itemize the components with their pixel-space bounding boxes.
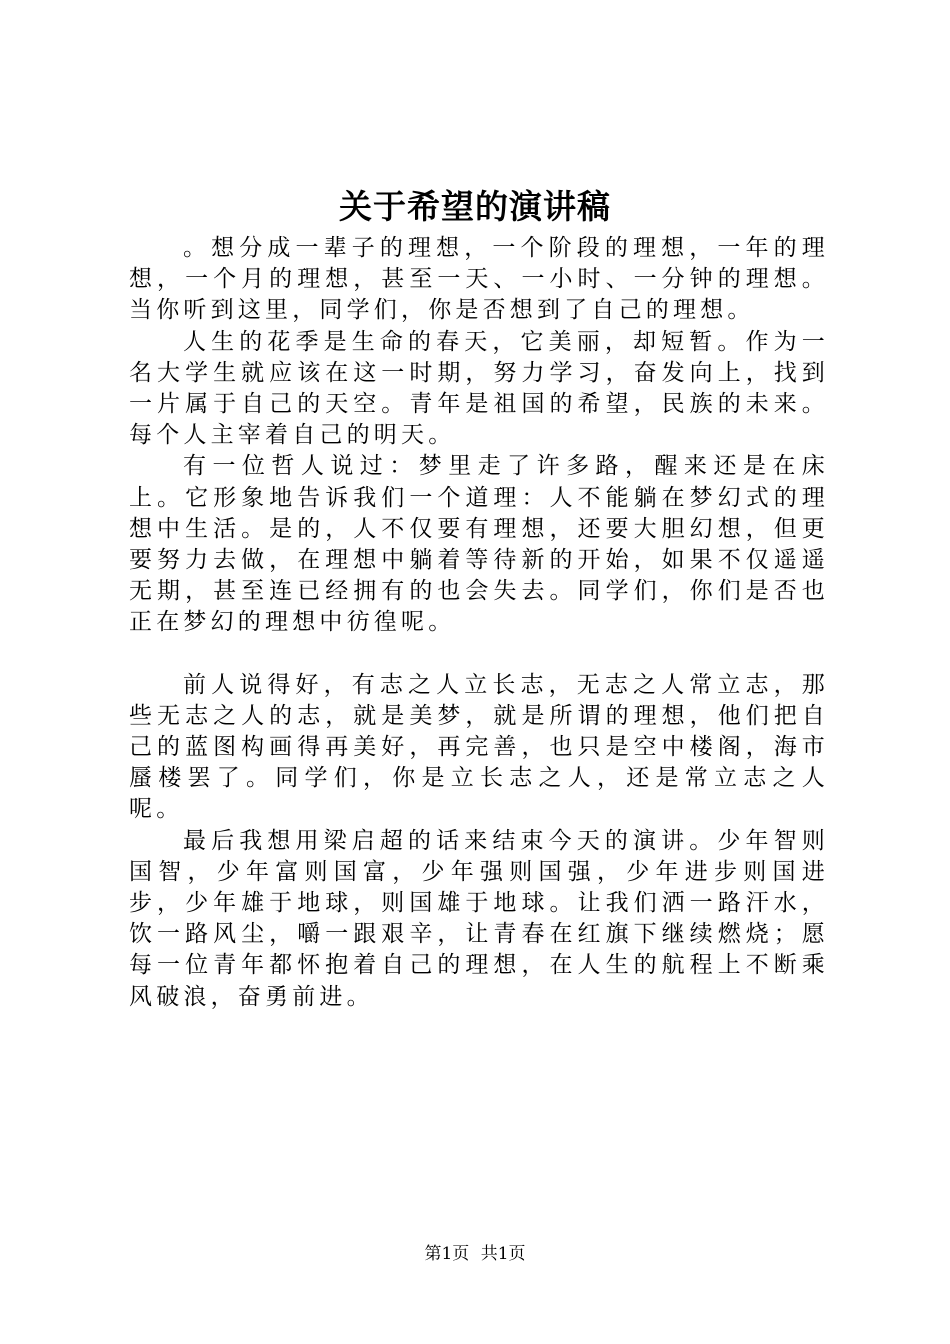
paragraph-5: 最后我想用梁启超的话来结束今天的演讲。少年智则国智，少年富则国富，少年强则国强，少年进步则国进步，少年雄于地球，则国雄于地球。让我们洒一路汗水，饮一路风尘，嚼一跟艰辛，让青春在红旗下继续燃烧；愿每一位青年都怀抱着自己的理想，在人生的航程上不断乘风破浪，奋勇前进。 xyxy=(129,827,829,1010)
paragraph-4: 前人说得好，有志之人立长志，无志之人常立志，那些无志之人的志，就是美梦，就是所谓的理想，他们把自己的蓝图构画得再美好，再完善，也只是空中楼阁，海市蜃楼罢了。同学们，你是立长志之人，还是常立志之人呢。 xyxy=(129,671,829,823)
paragraph-1: 。想分成一辈子的理想，一个阶段的理想，一年的理想，一个月的理想，甚至一天、一小时、一分钟的理想。当你听到这里，同学们，你是否想到了自己的理想。 xyxy=(129,235,829,324)
paragraph-3: 有一位哲人说过：梦里走了许多路，醒来还是在床上。它形象地告诉我们一个道理：人不能躺在梦幻式的理想中生活。是的，人不仅要有理想，还要大胆幻想，但更要努力去做，在理想中躺着等待新的开始，如果不仅遥遥无期，甚至连已经拥有的也会失去。同学们，你们是否也正在梦幻的理想中彷徨呢。 xyxy=(129,453,829,636)
document-title: 关于希望的演讲稿 xyxy=(339,187,611,226)
paragraph-2: 人生的花季是生命的春天，它美丽，却短暂。作为一名大学生就应该在这一时期，努力学习，奋发向上，找到一片属于自己的天空。青年是祖国的希望，民族的未来。每个人主宰着自己的明天。 xyxy=(129,328,829,449)
page-number-current: 第1页 xyxy=(424,1244,470,1264)
page-footer xyxy=(0,1242,950,1266)
document-body xyxy=(129,233,829,1013)
page-number-total: 共1页 xyxy=(480,1244,526,1264)
